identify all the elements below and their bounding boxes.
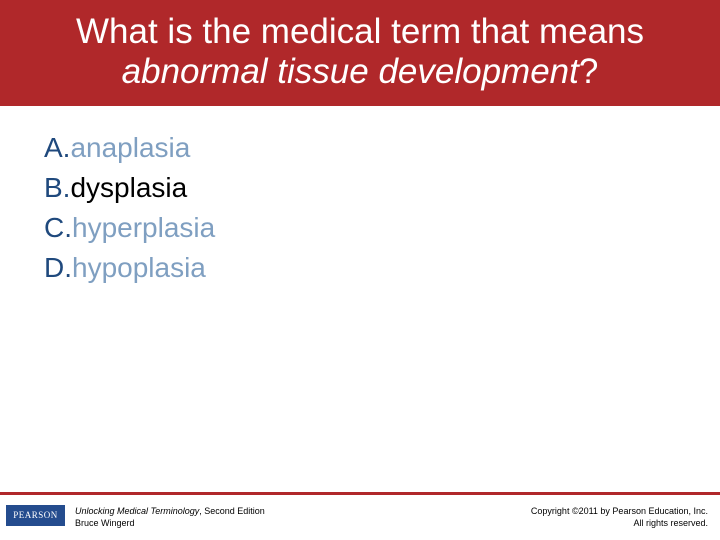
book-info xyxy=(75,505,265,529)
slide-title xyxy=(0,0,720,106)
title-question-mark: ? xyxy=(578,52,599,91)
pearson-logo: PEARSON xyxy=(6,505,65,526)
answer-choices xyxy=(44,128,215,288)
title-emphasis: abnormal tissue development xyxy=(121,52,579,91)
choice-b[interactable] xyxy=(44,168,215,208)
choice-a-letter: A. xyxy=(44,132,71,163)
choice-a[interactable] xyxy=(44,128,215,168)
choice-c[interactable] xyxy=(44,208,215,248)
choice-d[interactable] xyxy=(44,248,215,288)
choice-a-text: anaplasia xyxy=(70,132,191,163)
title-line-1: What is the medical term that means xyxy=(76,12,644,51)
book-author: Bruce Wingerd xyxy=(75,518,135,528)
choice-d-text: hypoplasia xyxy=(72,252,206,283)
choice-c-letter: C. xyxy=(44,212,72,243)
choice-b-letter: B. xyxy=(44,172,71,203)
book-title: Unlocking Medical Terminology xyxy=(75,506,200,516)
book-title-line xyxy=(75,505,265,517)
choice-b-text: dysplasia xyxy=(70,172,188,203)
copyright-notice xyxy=(531,505,708,529)
copyright-line-1: Copyright ©2011 by Pearson Education, Inc. xyxy=(530,506,708,516)
choice-c-text: hyperplasia xyxy=(72,212,216,243)
choice-d-letter: D. xyxy=(44,252,72,283)
footer-divider xyxy=(0,492,720,495)
book-edition: , Second Edition xyxy=(199,506,265,516)
copyright-line-2: All rights reserved. xyxy=(633,518,708,528)
title-line-2 xyxy=(0,52,720,92)
